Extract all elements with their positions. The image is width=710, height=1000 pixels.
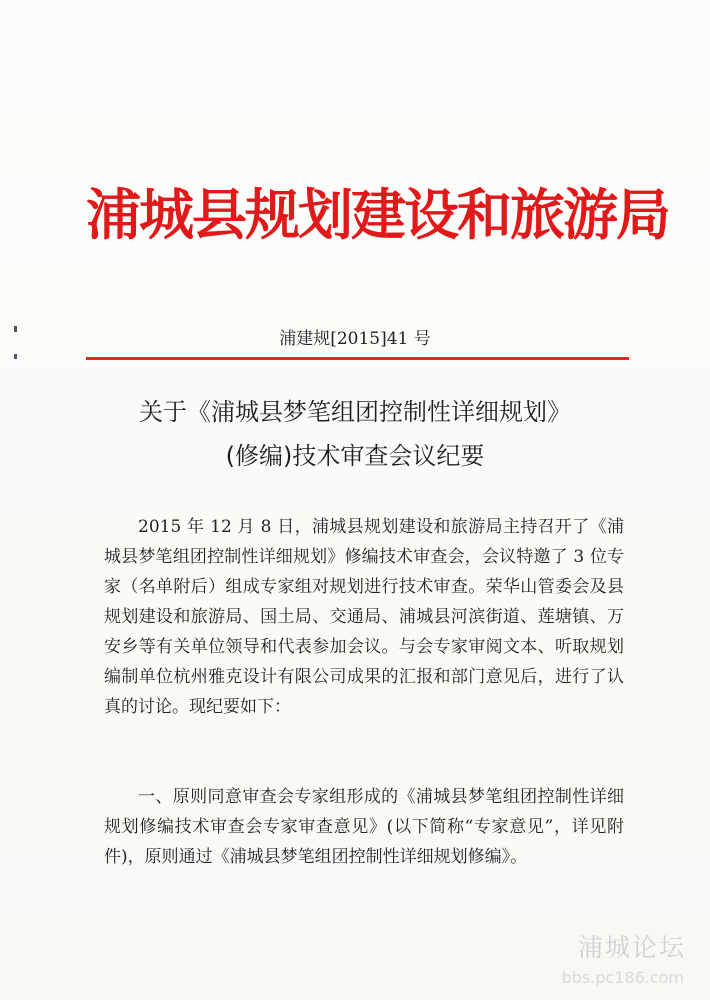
issuing-organization-header: 浦城县规划建设和旅游局 [86,183,670,247]
red-divider-line [86,357,629,360]
scan-edge-mark [14,354,17,359]
document-title-line-1: 关于《浦城县梦笔组团控制性详细规划》 [139,398,571,426]
forum-watermark-url: bbs.pc186.com [561,968,684,987]
body-paragraph-1-container [104,512,624,722]
forum-watermark: 浦城论坛 [577,933,686,962]
body-paragraph-2: 一、原则同意审查会专家组形成的《浦城县梦笔组团控制性详细规划修编技术审查会专家审查意见》(以下简称“专家意见”，详见附件)，原则通过《浦城县梦笔组团控制性详细规划修编》。 [104,787,624,867]
document-title-line-2: (修编)技术审查会议纪要 [225,442,485,470]
body-paragraph-1: 2015 年 12 月 8 日，浦城县规划建设和旅游局主持召开了《浦城县梦笔组团控制性详细规划》修编技术审查会，会议特邀了 3 位专家（名单附后）组成专家组对规划进行技术审查。荣华山管委会及县规划建设和旅游局、国土局、交通局、浦城县河滨街道、莲塘镇、万安乡等有关单位领导和代表参加会议。与会专家审阅文本、听取规划编制单位杭州雅克设计有限公司成果的汇报和部门意见后，进行了认真的讨论。现纪要如下： [104,517,624,717]
document-number: 浦建规[2015]41 号 [279,329,431,349]
body-paragraph-2-container [104,782,624,872]
